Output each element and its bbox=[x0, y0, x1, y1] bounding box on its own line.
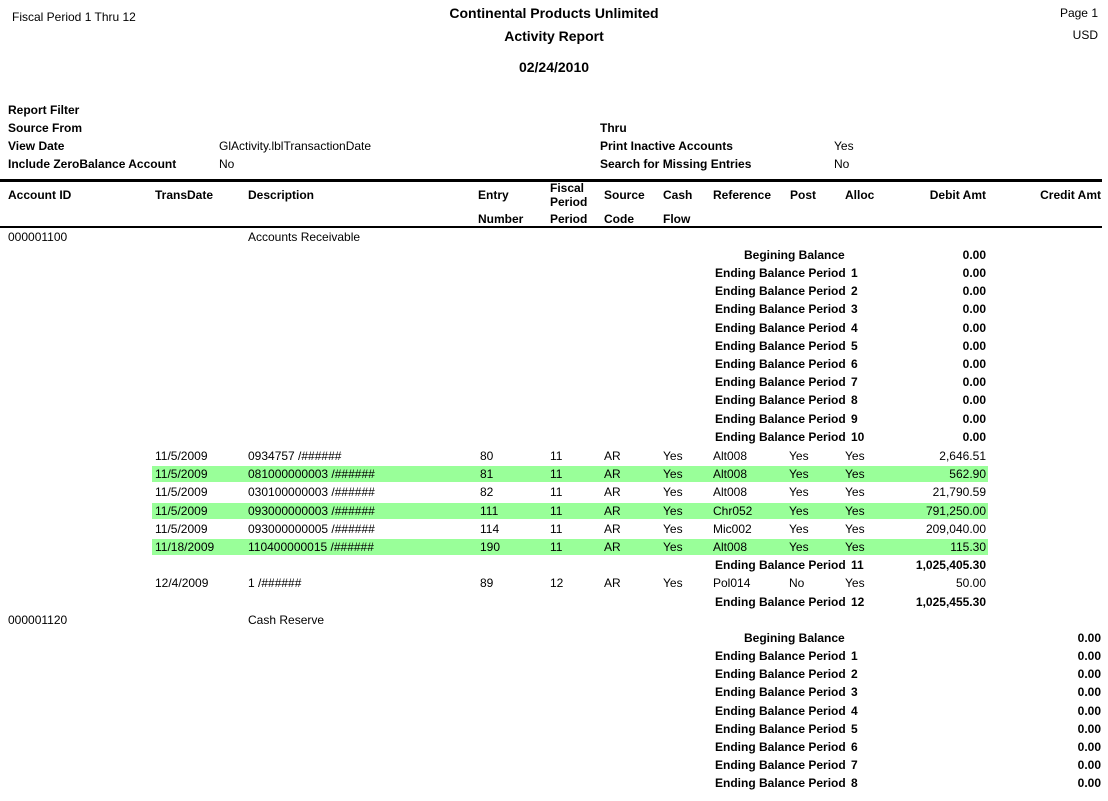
tx-entry: 114 bbox=[480, 522, 500, 536]
tx-reference: Pol014 bbox=[713, 576, 751, 590]
ending-balance-period: 3 bbox=[851, 302, 858, 316]
include-zero-value: No bbox=[219, 157, 235, 171]
beginning-balance-amount: 0.00 bbox=[1077, 631, 1101, 645]
tx-entry: 111 bbox=[480, 504, 499, 518]
beginning-balance-label: Begining Balance bbox=[744, 631, 845, 645]
ending-balance-label: Ending Balance Period bbox=[715, 430, 846, 444]
tx-cash-flow: Yes bbox=[663, 485, 683, 499]
tx-alloc: Yes bbox=[845, 540, 865, 554]
tx-source: AR bbox=[604, 522, 621, 536]
tx-cash-flow: Yes bbox=[663, 467, 683, 481]
tx-entry: 81 bbox=[480, 467, 494, 481]
col-debit: Debit Amt bbox=[929, 188, 986, 202]
account-name: Accounts Receivable bbox=[248, 230, 361, 244]
page-number: Page 1 bbox=[1059, 6, 1098, 20]
ending-balance-amount: 0.00 bbox=[962, 357, 986, 371]
ending-balance-period: 6 bbox=[851, 740, 858, 754]
filter-heading: Report Filter bbox=[8, 103, 80, 117]
ending-balance-period: 4 bbox=[851, 704, 858, 718]
tx-debit: 791,250.00 bbox=[925, 504, 986, 518]
col-cash-flow: Flow bbox=[663, 212, 691, 226]
ending-balance-label: Ending Balance Period bbox=[715, 266, 846, 280]
ending-balance-label: Ending Balance Period bbox=[715, 321, 846, 335]
ending-balance-label: Ending Balance Period bbox=[715, 302, 846, 316]
ending-balance-period: 5 bbox=[851, 722, 858, 736]
col-alloc: Alloc bbox=[845, 188, 875, 202]
tx-fiscal-period: 11 bbox=[550, 540, 563, 554]
ending-balance-amount: 0.00 bbox=[1077, 722, 1101, 736]
include-zero-label: Include ZeroBalance Account bbox=[8, 157, 177, 171]
report-date: 02/24/2010 bbox=[518, 59, 590, 75]
col-fiscal-period: Period bbox=[550, 195, 588, 209]
ending-balance-amount: 0.00 bbox=[962, 284, 986, 298]
ending-balance-period: 10 bbox=[851, 430, 865, 444]
col-entry: Entry bbox=[478, 188, 509, 202]
ending-balance-period: 7 bbox=[851, 375, 858, 389]
col-post: Post bbox=[790, 188, 817, 202]
tx-source: AR bbox=[604, 449, 621, 463]
tx-reference: Mic002 bbox=[713, 522, 752, 536]
ending-balance-period: 4 bbox=[851, 321, 858, 335]
tx-post: Yes bbox=[789, 540, 809, 554]
tx-debit: 2,646.51 bbox=[939, 449, 986, 463]
ending-balance-amount: 0.00 bbox=[1077, 704, 1101, 718]
tx-debit: 21,790.59 bbox=[932, 485, 986, 499]
tx-fiscal-period: 11 bbox=[550, 504, 563, 518]
col-period: Period bbox=[550, 212, 588, 226]
print-inactive-label: Print Inactive Accounts bbox=[600, 139, 733, 153]
ending-balance-label: Ending Balance Period bbox=[715, 667, 846, 681]
tx-fiscal-period: 12 bbox=[550, 576, 564, 590]
tx-reference: Alt008 bbox=[713, 467, 748, 481]
account-id: 000001120 bbox=[8, 613, 68, 627]
header-bottom-rule bbox=[0, 226, 1102, 228]
ending-balance-label: Ending Balance Period bbox=[715, 284, 846, 298]
ending-balance-amount: 1,025,455.30 bbox=[915, 595, 986, 609]
tx-post: Yes bbox=[789, 522, 809, 536]
ending-balance-amount: 0.00 bbox=[962, 302, 986, 316]
tx-entry: 190 bbox=[480, 540, 501, 554]
ending-balance-amount: 0.00 bbox=[1077, 776, 1101, 790]
tx-cash-flow: Yes bbox=[663, 540, 683, 554]
beginning-balance-amount: 0.00 bbox=[962, 248, 986, 262]
ending-balance-amount: 0.00 bbox=[1077, 740, 1101, 754]
tx-debit: 50.00 bbox=[955, 576, 986, 590]
tx-cash-flow: Yes bbox=[663, 522, 683, 536]
source-from-label: Source From bbox=[8, 121, 83, 135]
ending-balance-period: 7 bbox=[851, 758, 858, 772]
ending-balance-amount: 0.00 bbox=[1077, 649, 1101, 663]
thru-label: Thru bbox=[600, 121, 627, 135]
view-date-value: GlActivity.lblTransactionDate bbox=[219, 139, 372, 153]
ending-balance-amount: 0.00 bbox=[962, 375, 986, 389]
tx-reference: Alt008 bbox=[713, 540, 748, 554]
tx-date: 11/5/2009 bbox=[155, 467, 208, 481]
ending-balance-label: Ending Balance Period bbox=[715, 339, 846, 353]
ending-balance-label: Ending Balance Period bbox=[715, 685, 846, 699]
col-description: Description bbox=[248, 188, 315, 202]
tx-post: Yes bbox=[789, 467, 809, 481]
col-reference: Reference bbox=[713, 188, 772, 202]
fiscal-range: Fiscal Period 1 Thru 12 bbox=[12, 10, 136, 24]
currency: USD bbox=[1072, 28, 1098, 42]
ending-balance-period: 8 bbox=[851, 776, 858, 790]
ending-balance-amount: 0.00 bbox=[1077, 685, 1101, 699]
tx-source: AR bbox=[604, 540, 621, 554]
col-cash: Cash bbox=[663, 188, 693, 202]
tx-debit: 562.90 bbox=[949, 467, 986, 481]
beginning-balance-label: Begining Balance bbox=[744, 248, 845, 262]
view-date-label: View Date bbox=[8, 139, 65, 153]
tx-source: AR bbox=[604, 485, 621, 499]
ending-balance-period: 12 bbox=[851, 595, 865, 609]
ending-balance-period: 8 bbox=[851, 393, 858, 407]
ending-balance-label: Ending Balance Period bbox=[715, 722, 846, 736]
tx-alloc: Yes bbox=[845, 449, 865, 463]
tx-fiscal-period: 11 bbox=[550, 522, 563, 536]
tx-cash-flow: Yes bbox=[663, 449, 683, 463]
tx-entry: 89 bbox=[480, 576, 494, 590]
tx-entry: 82 bbox=[480, 485, 494, 499]
tx-alloc: Yes bbox=[845, 576, 865, 590]
account-name: Cash Reserve bbox=[248, 613, 325, 627]
ending-balance-label: Ending Balance Period bbox=[715, 776, 846, 790]
col-source: Source bbox=[604, 188, 645, 202]
ending-balance-amount: 0.00 bbox=[962, 321, 986, 335]
ending-balance-amount: 0.00 bbox=[962, 412, 986, 426]
tx-debit: 209,040.00 bbox=[925, 522, 986, 536]
ending-balance-label: Ending Balance Period bbox=[715, 393, 846, 407]
print-inactive-value: Yes bbox=[834, 139, 854, 153]
tx-source: AR bbox=[604, 467, 621, 481]
tx-description: 081000000003 /###### bbox=[248, 467, 375, 481]
col-account-id: Account ID bbox=[8, 188, 72, 202]
ending-balance-label: Ending Balance Period bbox=[715, 375, 846, 389]
company-name: Continental Products Unlimited bbox=[449, 5, 659, 21]
ending-balance-period: 5 bbox=[851, 339, 858, 353]
ending-balance-period: 9 bbox=[851, 412, 858, 426]
ending-balance-amount: 1,025,405.30 bbox=[915, 558, 986, 572]
ending-balance-label: Ending Balance Period bbox=[715, 558, 846, 572]
tx-reference: Chr052 bbox=[713, 504, 753, 518]
tx-description: 1 /###### bbox=[248, 576, 302, 590]
tx-description: 030100000003 /###### bbox=[248, 485, 375, 499]
tx-entry: 80 bbox=[480, 449, 494, 463]
tx-description: 093000000005 /###### bbox=[248, 522, 375, 536]
tx-description: 093000000003 /###### bbox=[248, 504, 375, 518]
tx-date: 11/5/2009 bbox=[155, 449, 208, 463]
ending-balance-period: 6 bbox=[851, 357, 858, 371]
tx-description: 110400000015 /###### bbox=[248, 540, 374, 554]
tx-post: No bbox=[789, 576, 805, 590]
tx-source: AR bbox=[604, 576, 621, 590]
tx-post: Yes bbox=[789, 504, 809, 518]
col-entry-number: Number bbox=[478, 212, 524, 226]
ending-balance-period: 1 bbox=[851, 266, 858, 280]
search-missing-value: No bbox=[834, 157, 850, 171]
col-source-code: Code bbox=[604, 212, 634, 226]
ending-balance-label: Ending Balance Period bbox=[715, 704, 846, 718]
account-id: 000001100 bbox=[8, 230, 68, 244]
tx-debit: 115.30 bbox=[950, 540, 986, 554]
ending-balance-period: 2 bbox=[851, 667, 858, 681]
ending-balance-label: Ending Balance Period bbox=[715, 758, 846, 772]
tx-date: 11/5/2009 bbox=[155, 485, 208, 499]
ending-balance-label: Ending Balance Period bbox=[715, 740, 846, 754]
ending-balance-label: Ending Balance Period bbox=[715, 357, 846, 371]
tx-cash-flow: Yes bbox=[663, 504, 683, 518]
col-credit: Credit Amt bbox=[1040, 188, 1101, 202]
ending-balance-label: Ending Balance Period bbox=[715, 649, 846, 663]
ending-balance-label: Ending Balance Period bbox=[715, 412, 846, 426]
ending-balance-amount: 0.00 bbox=[962, 430, 986, 444]
tx-reference: Alt008 bbox=[713, 449, 748, 463]
tx-description: 0934757 /###### bbox=[248, 449, 342, 463]
col-fiscal: Fiscal bbox=[550, 181, 585, 195]
tx-date: 11/5/2009 bbox=[155, 522, 208, 536]
ending-balance-period: 11 bbox=[851, 558, 864, 572]
tx-fiscal-period: 11 bbox=[550, 449, 563, 463]
tx-alloc: Yes bbox=[845, 485, 865, 499]
ending-balance-amount: 0.00 bbox=[1077, 758, 1101, 772]
tx-fiscal-period: 11 bbox=[550, 485, 563, 499]
ending-balance-amount: 0.00 bbox=[962, 266, 986, 280]
ending-balance-label: Ending Balance Period bbox=[715, 595, 846, 609]
tx-alloc: Yes bbox=[845, 467, 865, 481]
tx-post: Yes bbox=[789, 449, 809, 463]
ending-balance-period: 1 bbox=[851, 649, 858, 663]
tx-date: 11/18/2009 bbox=[155, 540, 215, 554]
ending-balance-amount: 0.00 bbox=[1077, 667, 1101, 681]
ending-balance-period: 2 bbox=[851, 284, 858, 298]
tx-cash-flow: Yes bbox=[663, 576, 683, 590]
report-title: Activity Report bbox=[504, 28, 604, 44]
tx-alloc: Yes bbox=[845, 522, 865, 536]
tx-alloc: Yes bbox=[845, 504, 865, 518]
tx-reference: Alt008 bbox=[713, 485, 748, 499]
col-trans-date: TransDate bbox=[155, 188, 214, 202]
ending-balance-amount: 0.00 bbox=[962, 339, 986, 353]
ending-balance-amount: 0.00 bbox=[962, 393, 986, 407]
tx-date: 12/4/2009 bbox=[155, 576, 209, 590]
tx-fiscal-period: 11 bbox=[550, 467, 563, 481]
search-missing-label: Search for Missing Entries bbox=[600, 157, 752, 171]
tx-date: 11/5/2009 bbox=[155, 504, 208, 518]
ending-balance-period: 3 bbox=[851, 685, 858, 699]
tx-post: Yes bbox=[789, 485, 809, 499]
tx-source: AR bbox=[604, 504, 621, 518]
